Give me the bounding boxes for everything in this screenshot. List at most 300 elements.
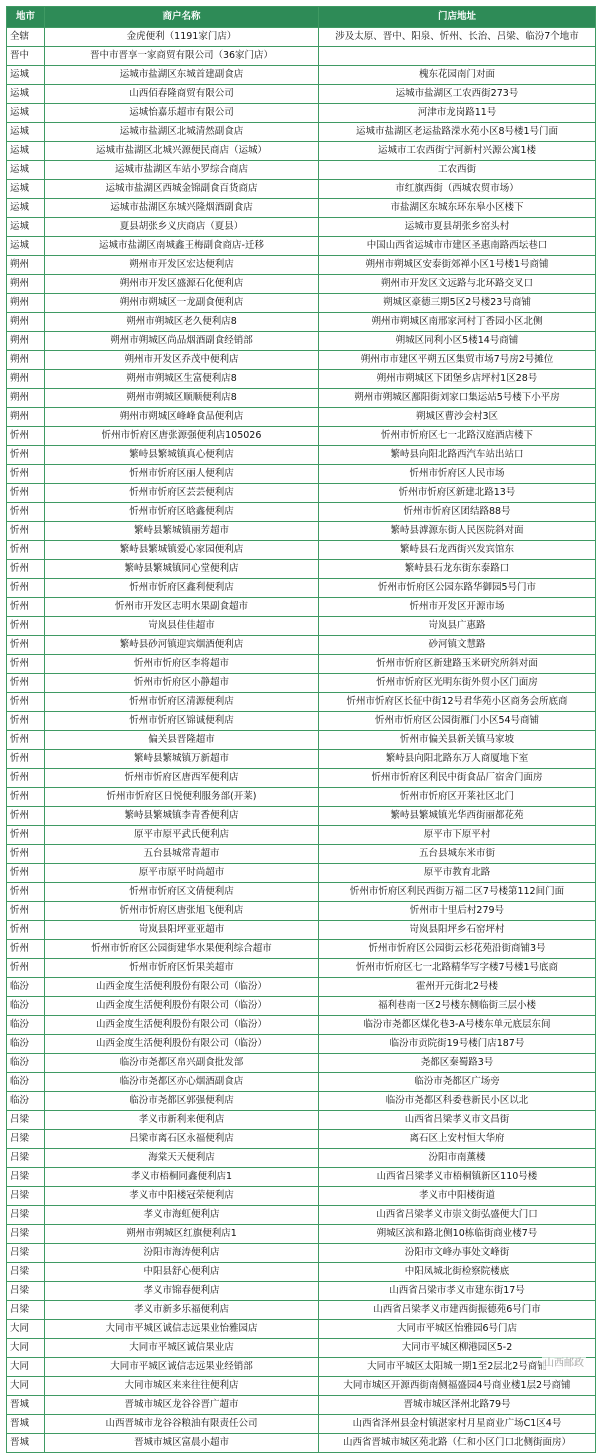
store-address-cell: 繁峙县向阳北路西汽车站出站口: [319, 446, 596, 465]
merchant-name-cell: 大同市平城区诚信志远果业经销部: [45, 1358, 319, 1377]
table-row: [7, 826, 596, 845]
merchant-name-cell: 中阳县舒心便利店: [45, 1263, 319, 1282]
table-row: [7, 959, 596, 978]
store-address-cell: 砂河镇文慧路: [319, 636, 596, 655]
store-address-cell: 繁峙县石龙东街东泰路口: [319, 560, 596, 579]
table-row: [7, 1301, 596, 1320]
city-cell: 运城: [7, 66, 45, 85]
table-row: [7, 1358, 596, 1377]
city-cell: 全辖: [7, 28, 45, 47]
table-row: [7, 1206, 596, 1225]
merchant-name-cell: 大同市平城区诚信志远果业怡雅园店: [45, 1320, 319, 1339]
store-address-cell: 山西省晋城市城区苑北路（仁和小区门口北侧街面房）: [319, 1434, 596, 1453]
city-cell: 忻州: [7, 731, 45, 750]
city-cell: 运城: [7, 218, 45, 237]
merchant-name-cell: 忻州市忻府区唐张源强便利店105026: [45, 427, 319, 446]
table-row: [7, 47, 596, 66]
store-address-cell: 忻州市忻府区团结路88号: [319, 503, 596, 522]
store-address-cell: 忻州市偏关县新关镇马家坡: [319, 731, 596, 750]
city-cell: 忻州: [7, 503, 45, 522]
store-address-cell: 忻州市忻府区公园东路华御园5号门市: [319, 579, 596, 598]
merchant-name-cell: 岢岚县阳坪亚亚超市: [45, 921, 319, 940]
merchant-name-cell: 山西金度生活便利股份有限公司（临汾）: [45, 1016, 319, 1035]
city-cell: 朔州: [7, 256, 45, 275]
store-address-cell: 临汾市尧都区广场旁: [319, 1073, 596, 1092]
table-row: [7, 66, 596, 85]
merchant-name-cell: 金虎便利（1191家门店）: [45, 28, 319, 47]
merchant-name-cell: 繁峙县繁城镇真心便利店: [45, 446, 319, 465]
table-row: [7, 408, 596, 427]
city-cell: 吕梁: [7, 1168, 45, 1187]
header-merchant-name: 商户名称: [45, 7, 319, 28]
table-row: [7, 28, 596, 47]
store-address-cell: 繁峙县石龙西街兴发宾馆东: [319, 541, 596, 560]
city-cell: 忻州: [7, 560, 45, 579]
city-cell: 朔州: [7, 294, 45, 313]
store-address-cell: 原平市下原平村: [319, 826, 596, 845]
table-row: [7, 85, 596, 104]
store-address-cell: 山西省吕梁市孝义市建东街17号: [319, 1282, 596, 1301]
merchant-name-cell: 孝义市锦春便利店: [45, 1282, 319, 1301]
table-row: [7, 807, 596, 826]
store-address-cell: 繁峙县向阳北路东万人商厦地下室: [319, 750, 596, 769]
merchant-name-cell: 临汾市尧都区郭强便利店: [45, 1092, 319, 1111]
store-address-cell: 原平市教育北路: [319, 864, 596, 883]
table-row: [7, 731, 596, 750]
table-row: [7, 1111, 596, 1130]
merchant-name-cell: 忻州市开发区志明水果副食超市: [45, 598, 319, 617]
table-row: [7, 674, 596, 693]
merchant-name-cell: 山西金度生活便利股份有限公司（临汾）: [45, 1035, 319, 1054]
merchant-name-cell: 忻州市忻府区丽人便利店: [45, 465, 319, 484]
store-address-cell: 市红旗西街（西城农贸市场）: [319, 180, 596, 199]
merchant-name-cell: 忻州市忻府区唐西军便利店: [45, 769, 319, 788]
store-address-cell: 五台县城东米市街: [319, 845, 596, 864]
table-row: [7, 978, 596, 997]
merchant-name-cell: 岢岚县佳佳超市: [45, 617, 319, 636]
table-row: [7, 180, 596, 199]
store-address-cell: 山西省吕梁孝义市崇文街弘盛便大门口: [319, 1206, 596, 1225]
store-address-cell: 忻州市十里后村279号: [319, 902, 596, 921]
store-address-cell: 忻州市忻府区利民中街食品厂宿舍门面房: [319, 769, 596, 788]
store-address-cell: 运城市盐湖区老运盐路溁水苑小区8号楼1号门面: [319, 123, 596, 142]
city-cell: 忻州: [7, 693, 45, 712]
store-address-cell: 朔州市朔城区南邢家河村丁香园小区北侧: [319, 313, 596, 332]
store-address-cell: 朔城区同利小区5楼14号商铺: [319, 332, 596, 351]
table-row: [7, 218, 596, 237]
city-cell: 忻州: [7, 826, 45, 845]
table-row: [7, 902, 596, 921]
store-address-cell: 山西省泽州县金村镇湛家村月星商业广场C1区4号: [319, 1415, 596, 1434]
merchant-name-cell: 繁峙县砂河镇迎宾烟酒便利店: [45, 636, 319, 655]
city-cell: 临汾: [7, 1016, 45, 1035]
store-address-cell: 大同市平城区太阳城一期1至2层北2号商铺: [319, 1358, 596, 1377]
table-row: [7, 123, 596, 142]
merchant-name-cell: 夏县胡张乡义庆商店（夏县）: [45, 218, 319, 237]
table-row: [7, 997, 596, 1016]
store-address-cell: 山西省吕梁孝义市梧桐镇新区110号楼: [319, 1168, 596, 1187]
city-cell: 临汾: [7, 1092, 45, 1111]
city-cell: 运城: [7, 142, 45, 161]
city-cell: 吕梁: [7, 1149, 45, 1168]
city-cell: 忻州: [7, 541, 45, 560]
table-row: [7, 1263, 596, 1282]
merchant-name-cell: 汾阳市海涛便利店: [45, 1244, 319, 1263]
store-address-cell: 山西省吕梁孝义市建西街振德苑6号门市: [319, 1301, 596, 1320]
city-cell: 晋城: [7, 1415, 45, 1434]
store-address-cell: 忻州市忻府区长征中街12号君华苑小区商务会所底商: [319, 693, 596, 712]
city-cell: 临汾: [7, 997, 45, 1016]
city-cell: 吕梁: [7, 1187, 45, 1206]
merchant-name-cell: 五台县城常青超市: [45, 845, 319, 864]
city-cell: 忻州: [7, 788, 45, 807]
city-cell: 忻州: [7, 750, 45, 769]
merchant-name-cell: 忻州市忻府区公园街建华水果便利综合超市: [45, 940, 319, 959]
store-address-cell: 朔城区豪德三期5区2号楼23号商铺: [319, 294, 596, 313]
merchant-name-cell: 忻州市忻府区李将超市: [45, 655, 319, 674]
store-address-cell: 工农西街: [319, 161, 596, 180]
store-address-cell: 岢岚县广惠路: [319, 617, 596, 636]
merchant-name-cell: 繁峙县繁城镇万新超市: [45, 750, 319, 769]
merchant-name-cell: 山西金度生活便利股份有限公司（临汾）: [45, 997, 319, 1016]
merchant-name-cell: 孝义市海虹便利店: [45, 1206, 319, 1225]
store-address-cell: 汾阳市南薰楼: [319, 1149, 596, 1168]
store-address-cell: 大同市平城区柳港园区5-2: [319, 1339, 596, 1358]
store-address-cell: 运城市盐湖区工农西街273号: [319, 85, 596, 104]
store-address-cell: 朔州市开发区文远路与北环路交叉口: [319, 275, 596, 294]
city-cell: 吕梁: [7, 1206, 45, 1225]
city-cell: 朔州: [7, 408, 45, 427]
table-row: [7, 1434, 596, 1453]
table-row: [7, 484, 596, 503]
table-row: [7, 693, 596, 712]
store-address-cell: 河津市龙岗路11号: [319, 104, 596, 123]
merchant-name-cell: 朔州市朔城区峰峰食品便利店: [45, 408, 319, 427]
table-row: [7, 1377, 596, 1396]
merchant-name-cell: 山西金度生活便利股份有限公司（临汾）: [45, 978, 319, 997]
store-address-cell: 忻州市忻府区新建路玉米研究所斜对面: [319, 655, 596, 674]
city-cell: 晋城: [7, 1396, 45, 1415]
merchant-name-cell: 临汾市尧都区亦心烟酒副食店: [45, 1073, 319, 1092]
merchant-name-cell: 忻州市忻府区小静超市: [45, 674, 319, 693]
city-cell: 吕梁: [7, 1130, 45, 1149]
city-cell: 忻州: [7, 579, 45, 598]
store-address-cell: 忻州市忻府区七一北路精华写字楼7号楼1号底商: [319, 959, 596, 978]
store-address-cell: 忻州市忻府区公园街云杉花苑沿街商铺3号: [319, 940, 596, 959]
table-row: [7, 788, 596, 807]
table-row: [7, 1415, 596, 1434]
table-row: [7, 1035, 596, 1054]
city-cell: 运城: [7, 85, 45, 104]
store-address-cell: 忻州市忻府区利民西街万福二区7号楼第112间门面: [319, 883, 596, 902]
table-row: [7, 940, 596, 959]
merchant-name-cell: 朔州市朔城区红旗便利店1: [45, 1225, 319, 1244]
table-row: [7, 446, 596, 465]
store-address-cell: 临汾市贡院街19号楼门店187号: [319, 1035, 596, 1054]
table-row: [7, 598, 596, 617]
city-cell: 朔州: [7, 313, 45, 332]
city-cell: 朔州: [7, 275, 45, 294]
table-row: [7, 769, 596, 788]
city-cell: 忻州: [7, 959, 45, 978]
merchant-name-cell: 孝义市中阳楼冠荣便利店: [45, 1187, 319, 1206]
merchant-name-cell: 忻州市忻府区唐张旭飞便利店: [45, 902, 319, 921]
merchant-name-cell: 大同市平城区诚信果业店: [45, 1339, 319, 1358]
city-cell: 吕梁: [7, 1282, 45, 1301]
table-row: [7, 560, 596, 579]
city-cell: 临汾: [7, 1054, 45, 1073]
table-row: [7, 1149, 596, 1168]
city-cell: 大同: [7, 1377, 45, 1396]
store-address-cell: 朔州市朔城区下团堡乡店坪村1区28号: [319, 370, 596, 389]
store-address-cell: 中国山西省运城市市建区圣惠南路西坛巷口: [319, 237, 596, 256]
store-address-cell: 中阳凤城北街检察院楼底: [319, 1263, 596, 1282]
table-row: [7, 1130, 596, 1149]
city-cell: 忻州: [7, 883, 45, 902]
store-address-cell: 霍州开元街北2号楼: [319, 978, 596, 997]
merchant-name-cell: 忻州市忻府区文倩便利店: [45, 883, 319, 902]
merchant-name-cell: 朔州市朔城区顺顺便利店8: [45, 389, 319, 408]
store-address-cell: 大同市平城区怡雅园6号门店: [319, 1320, 596, 1339]
merchant-name-cell: 大同市城区来来往往便利店: [45, 1377, 319, 1396]
table-row: [7, 104, 596, 123]
city-cell: 朔州: [7, 351, 45, 370]
store-address-cell: 福利巷南一区2号楼东侧临街三层小楼: [319, 997, 596, 1016]
table-row: [7, 465, 596, 484]
table-row: [7, 1016, 596, 1035]
store-address-cell: 忻州市开发区开源市场: [319, 598, 596, 617]
city-cell: 忻州: [7, 864, 45, 883]
merchant-name-cell: 忻州市忻府区日悦便利服务部(开莱): [45, 788, 319, 807]
city-cell: 忻州: [7, 446, 45, 465]
store-address-cell: 运城市工农西街宁河新村兴源公寓1楼: [319, 142, 596, 161]
merchant-name-cell: 运城市盐湖区南城鑫王梅副食商店-迁移: [45, 237, 319, 256]
merchant-name-cell: 孝义市新利来便利店: [45, 1111, 319, 1130]
table-row: [7, 921, 596, 940]
table-row: [7, 389, 596, 408]
city-cell: 忻州: [7, 902, 45, 921]
table-row: [7, 427, 596, 446]
city-cell: 忻州: [7, 617, 45, 636]
merchant-name-cell: 繁峙县繁城镇丽芳超市: [45, 522, 319, 541]
city-cell: 忻州: [7, 712, 45, 731]
table-row: [7, 237, 596, 256]
store-address-cell: 忻州市忻府区光明东街外贸小区门面房: [319, 674, 596, 693]
city-cell: 运城: [7, 237, 45, 256]
table-row: [7, 655, 596, 674]
merchant-name-cell: 忻州市忻府区忻果美超市: [45, 959, 319, 978]
merchant-name-cell: 晋城市城区富晨小超市: [45, 1434, 319, 1453]
city-cell: 运城: [7, 180, 45, 199]
city-cell: 运城: [7, 161, 45, 180]
table-row: [7, 142, 596, 161]
table-row: [7, 503, 596, 522]
store-address-cell: 槐东花园南门对面: [319, 66, 596, 85]
merchant-name-cell: 忻州市忻府区清源便利店: [45, 693, 319, 712]
table-row: [7, 370, 596, 389]
merchant-name-cell: 海棠天天便利店: [45, 1149, 319, 1168]
table-row: [7, 750, 596, 769]
store-address-cell: 朔州市市建区平朔五区集贸市场7号房2号摊位: [319, 351, 596, 370]
store-address-cell: 涉及太原、晋中、阳泉、忻州、长治、吕梁、临汾7个地市: [319, 28, 596, 47]
city-cell: 朔州: [7, 332, 45, 351]
city-cell: 吕梁: [7, 1225, 45, 1244]
merchant-name-cell: 运城市盐湖区北城兴源便民商店（运城）: [45, 142, 319, 161]
table-body: [7, 28, 596, 1453]
merchant-name-cell: 朔州市朔城区尚品烟酒副食经销部: [45, 332, 319, 351]
city-cell: 忻州: [7, 655, 45, 674]
merchant-name-cell: 忻州市忻府区鑫利便利店: [45, 579, 319, 598]
store-address-cell: 晋城市城区泽州北路79号: [319, 1396, 596, 1415]
store-address-cell: 山西省吕梁孝义市文昌街: [319, 1111, 596, 1130]
merchant-name-cell: 运城市盐湖区东城首建副食店: [45, 66, 319, 85]
store-address-cell: 朔城区曹沙会村3区: [319, 408, 596, 427]
city-cell: 吕梁: [7, 1263, 45, 1282]
city-cell: 忻州: [7, 522, 45, 541]
merchant-name-cell: 晋中市晋享一家商贸有限公司（36家门店）: [45, 47, 319, 66]
city-cell: 朔州: [7, 370, 45, 389]
table-row: [7, 1320, 596, 1339]
table-row: [7, 256, 596, 275]
merchant-name-cell: 繁峙县繁城镇爱心家园便利店: [45, 541, 319, 560]
city-cell: 临汾: [7, 1035, 45, 1054]
merchant-name-cell: 孝义市新多乐福便利店: [45, 1301, 319, 1320]
city-cell: 忻州: [7, 769, 45, 788]
table-row: [7, 636, 596, 655]
city-cell: 晋城: [7, 1434, 45, 1453]
city-cell: 忻州: [7, 598, 45, 617]
table-row: [7, 845, 596, 864]
city-cell: 忻州: [7, 845, 45, 864]
table-row: [7, 332, 596, 351]
merchant-name-cell: 朔州市朔城区老久便利店8: [45, 313, 319, 332]
table-row: [7, 1396, 596, 1415]
merchant-name-cell: 运城市盐湖区西城金锦副食百货商店: [45, 180, 319, 199]
table-row: [7, 1244, 596, 1263]
table-row: [7, 199, 596, 218]
city-cell: 运城: [7, 104, 45, 123]
city-cell: 忻州: [7, 807, 45, 826]
table-row: [7, 1225, 596, 1244]
watermark: 山西邮政: [542, 1354, 586, 1369]
merchant-name-cell: 运城市盐湖区北城清然副食店: [45, 123, 319, 142]
merchant-name-cell: 朔州市开发区盛源石化便利店: [45, 275, 319, 294]
merchant-name-cell: 朔州市朔城区生富便利店8: [45, 370, 319, 389]
merchant-name-cell: 忻州市忻府区锦诚便利店: [45, 712, 319, 731]
table-row: [7, 712, 596, 731]
city-cell: 大同: [7, 1320, 45, 1339]
city-cell: 运城: [7, 199, 45, 218]
store-address-cell: 临汾市尧都区煤化巷3-A号楼东单元底层东间: [319, 1016, 596, 1035]
merchant-name-cell: 孝义市梧桐同鑫便利店1: [45, 1168, 319, 1187]
city-cell: 朔州: [7, 389, 45, 408]
store-address-cell: 繁峙县繁城镇光华西街丽都花苑: [319, 807, 596, 826]
merchant-name-cell: 运城市盐湖区车站小罗综合商店: [45, 161, 319, 180]
city-cell: 忻州: [7, 636, 45, 655]
store-address-cell: 尧都区秦蜀路3号: [319, 1054, 596, 1073]
table-row: [7, 161, 596, 180]
store-address-cell: 忻州市忻府区七一北路汉庭酒店楼下: [319, 427, 596, 446]
table-row: [7, 351, 596, 370]
store-address-cell: [319, 47, 596, 66]
merchant-name-cell: 偏关县晋隆超市: [45, 731, 319, 750]
merchant-name-cell: 原平市原平时尚超市: [45, 864, 319, 883]
table-row: [7, 883, 596, 902]
merchant-name-cell: 运城市盐湖区东城兴隆烟酒副食店: [45, 199, 319, 218]
merchant-table-container: [6, 6, 595, 1453]
store-address-cell: 忻州市忻府区新建北路13号: [319, 484, 596, 503]
table-header-row: [7, 7, 596, 28]
store-address-cell: 运城市夏县胡张乡窑头村: [319, 218, 596, 237]
merchant-name-cell: 朔州市开发区乔茂中便利店: [45, 351, 319, 370]
merchant-name-cell: 晋城市城区龙谷谷晋广超市: [45, 1396, 319, 1415]
store-address-cell: 岢岚县阳坪乡石窑坪村: [319, 921, 596, 940]
store-address-cell: 孝义市中阳楼街道: [319, 1187, 596, 1206]
table-row: [7, 617, 596, 636]
table-row: [7, 522, 596, 541]
table-row: [7, 1187, 596, 1206]
header-city: 地市: [7, 7, 45, 28]
city-cell: 忻州: [7, 921, 45, 940]
table-row: [7, 275, 596, 294]
merchant-name-cell: 临汾市尧都区帛兴副食批发部: [45, 1054, 319, 1073]
merchant-name-cell: 原平市原平武氏便利店: [45, 826, 319, 845]
merchant-name-cell: 山西晋城市龙谷谷粮油有限责任公司: [45, 1415, 319, 1434]
table-row: [7, 1339, 596, 1358]
merchant-name-cell: 朔州市朔城区一龙副食便利店: [45, 294, 319, 313]
city-cell: 忻州: [7, 674, 45, 693]
city-cell: 大同: [7, 1339, 45, 1358]
store-address-cell: 朔州市朔城区安泰街郊禅小区1号楼1号商铺: [319, 256, 596, 275]
merchant-name-cell: 吕梁市离石区永福便利店: [45, 1130, 319, 1149]
city-cell: 运城: [7, 123, 45, 142]
store-address-cell: 市盐湖区东城东环东皋小区楼下: [319, 199, 596, 218]
table-row: [7, 541, 596, 560]
table-row: [7, 1168, 596, 1187]
merchant-name-cell: 繁峙县繁城镇同心堂便利店: [45, 560, 319, 579]
merchant-name-cell: 忻州市忻府区芸芸便利店: [45, 484, 319, 503]
store-address-cell: 临汾市尧都区科委巷新民小区以北: [319, 1092, 596, 1111]
table-row: [7, 1073, 596, 1092]
store-address-cell: 忻州市忻府区开莱社区北门: [319, 788, 596, 807]
store-address-cell: 大同市城区开源西街南侧福盛园4号商业楼1层2号商铺: [319, 1377, 596, 1396]
city-cell: 吕梁: [7, 1111, 45, 1130]
merchant-table: [6, 6, 596, 1453]
merchant-name-cell: 朔州市开发区宏达便利店: [45, 256, 319, 275]
table-row: [7, 579, 596, 598]
merchant-name-cell: 山西佰春隆商贸有限公司: [45, 85, 319, 104]
merchant-name-cell: 忻州市忻府区晗鑫便利店: [45, 503, 319, 522]
merchant-name-cell: 繁峙县繁城镇李青香便利店: [45, 807, 319, 826]
city-cell: 忻州: [7, 940, 45, 959]
city-cell: 大同: [7, 1358, 45, 1377]
header-store-address: 门店地址: [319, 7, 596, 28]
table-row: [7, 313, 596, 332]
store-address-cell: 忻州市忻府区公园街雁门小区54号商铺: [319, 712, 596, 731]
store-address-cell: 离石区上安村恒大华府: [319, 1130, 596, 1149]
store-address-cell: 繁峙县滹源东街人民医院斜对面: [319, 522, 596, 541]
table-row: [7, 864, 596, 883]
table-row: [7, 294, 596, 313]
store-address-cell: 朔城区滨和路北侧10栋临街商业楼7号: [319, 1225, 596, 1244]
store-address-cell: 朔州市朔城区鄯阳街刘家口集运站5号楼下小平房: [319, 389, 596, 408]
city-cell: 忻州: [7, 465, 45, 484]
table-row: [7, 1092, 596, 1111]
table-row: [7, 1054, 596, 1073]
city-cell: 临汾: [7, 1073, 45, 1092]
table-row: [7, 1282, 596, 1301]
city-cell: 忻州: [7, 427, 45, 446]
